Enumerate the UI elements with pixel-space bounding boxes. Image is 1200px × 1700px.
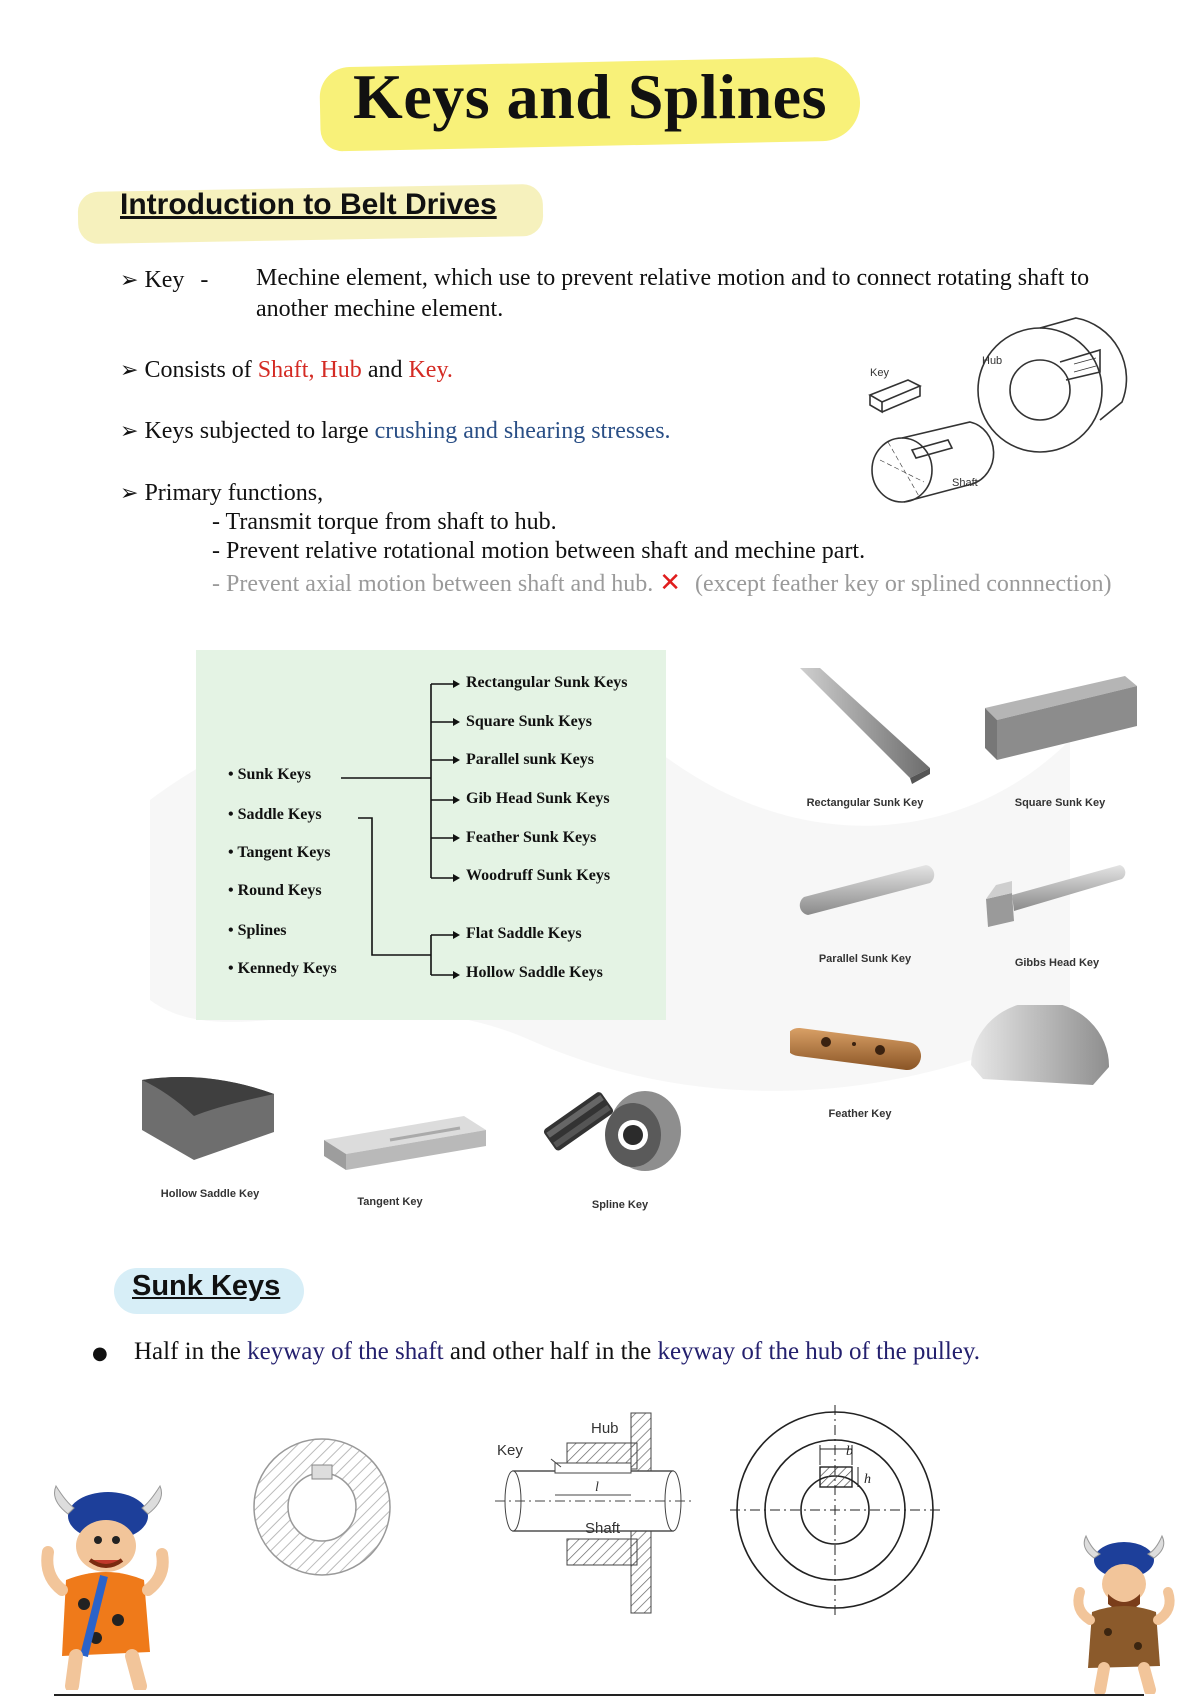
parallel-sunk-key-image [790, 855, 940, 925]
hollow-saddle-key-image [138, 1072, 278, 1162]
sunk-highlight-2: keyway of the hub of the pulley. [657, 1338, 981, 1365]
section-key-label: Key [497, 1442, 523, 1459]
sunk-text-1: Half in the [133, 1338, 241, 1365]
rectangular-sunk-key-image [790, 660, 940, 790]
key-dash: - [200, 267, 209, 293]
consists-prefix: Consists of [144, 357, 252, 383]
tree-type-item: • Splines [228, 922, 287, 939]
function-2: - Prevent relative rotational motion between shaft and mechine part. [212, 538, 866, 564]
bullet-key [120, 267, 208, 294]
consists-hub: Hub [320, 357, 362, 383]
sunk-highlight-1: keyway of the shaft [247, 1338, 444, 1365]
type-label: Kennedy Keys [237, 960, 337, 977]
square-sunk-key-image [975, 668, 1145, 768]
section-hub-label: Hub [591, 1420, 619, 1437]
rectangular-caption: Rectangular Sunk Key [806, 797, 924, 809]
arrow-bullet-icon: ➢ [120, 268, 139, 293]
type-label: Sunk Keys [237, 766, 311, 783]
arrow-bullet-icon: ➢ [120, 481, 139, 506]
function-3-note: (except feather key or splined connnection) [695, 571, 1112, 597]
hatched-hub-section-diagram [250, 1435, 395, 1580]
type-label: Splines [237, 922, 287, 939]
key-types-tree [196, 650, 666, 1020]
sunk-bullet [92, 1338, 980, 1366]
bullet-primary [120, 480, 323, 507]
sunk-heading: Sunk Keys [132, 1270, 281, 1302]
primary-label: Primary functions, [144, 480, 324, 506]
sunk-text-2: and other half in the [449, 1338, 652, 1365]
tree-saddle-subtype: Hollow Saddle Keys [466, 964, 603, 981]
tree-sunk-subtype: Feather Sunk Keys [466, 829, 597, 846]
key-cross-section-diagram [730, 1405, 940, 1615]
tree-sunk-subtype: Parallel sunk Keys [466, 751, 595, 768]
page-bottom-rule [54, 1694, 1144, 1696]
tree-sunk-subtype: Gib Head Sunk Keys [466, 790, 610, 807]
tree-type-item: • Sunk Keys [228, 766, 311, 783]
gibbs-caption: Gibbs Head Key [1014, 957, 1100, 969]
key-definition-line2: another mechine element. [256, 296, 504, 322]
tree-type-item: • Tangent Keys [228, 844, 331, 861]
caveman-mascot-right [1068, 1534, 1178, 1694]
spline-key-image [535, 1075, 695, 1185]
key-definition-line1: Mechine element, which use to prevent relative motion and to connect rotating shaft to [256, 265, 1090, 291]
tree-type-item: • Kennedy Keys [228, 960, 337, 977]
tree-type-item: • Round Keys [228, 882, 322, 899]
caveman-mascot-left [40, 1480, 170, 1690]
type-label: Round Keys [237, 882, 322, 899]
arrow-bullet-icon: ➢ [120, 419, 139, 444]
gibbs-head-key-image [982, 855, 1132, 935]
consists-and: and [367, 357, 403, 383]
consists-comma: , [308, 357, 315, 383]
hub-label: Hub [982, 355, 1003, 367]
cross-icon: ✕ [659, 568, 682, 598]
bullet-stresses [120, 418, 671, 445]
function-3-text: - Prevent axial motion between shaft and hub. [212, 571, 654, 597]
stress-highlight: crushing and shearing stresses. [374, 418, 671, 444]
consists-key: Key. [408, 357, 453, 383]
hollow-saddle-caption: Hollow Saddle Key [160, 1188, 260, 1200]
page-title: Keys and Splines [353, 61, 827, 132]
width-label: b [846, 1444, 853, 1459]
section-shaft-label: Shaft [585, 1520, 621, 1537]
spline-caption: Spline Key [591, 1199, 649, 1211]
function-1: - Transmit torque from shaft to hub. [212, 509, 557, 535]
function-3 [212, 568, 1112, 598]
shaft-hub-key-section-diagram [495, 1405, 695, 1615]
feather-caption: Feather Key [828, 1108, 892, 1120]
woodruff-key-image [965, 1005, 1115, 1095]
tree-saddle-subtype: Flat Saddle Keys [466, 925, 582, 942]
shaft-label: Shaft [952, 477, 978, 489]
bullet-consists [120, 357, 453, 384]
tree-sunk-subtype: Woodruff Sunk Keys [466, 867, 611, 884]
feather-key-image [790, 1008, 930, 1088]
consists-shaft: Shaft [257, 357, 309, 383]
tree-sunk-subtype: Square Sunk Keys [466, 713, 592, 730]
type-label: Tangent Keys [237, 844, 331, 861]
tangent-key-image [320, 1110, 490, 1170]
stress-prefix: Keys subjected to large [144, 418, 369, 444]
shaft-hub-key-diagram [860, 310, 1140, 510]
dot-bullet-icon: ● [92, 1343, 108, 1364]
key-label: Key [144, 267, 185, 293]
square-caption: Square Sunk Key [1014, 797, 1106, 809]
arrow-bullet-icon: ➢ [120, 358, 139, 383]
key-label-diagram: Key [870, 367, 889, 379]
parallel-caption: Parallel Sunk Key [818, 953, 912, 965]
section-length-label: l [595, 1480, 599, 1495]
height-label: h [864, 1472, 871, 1487]
intro-heading: Introduction to Belt Drives [120, 188, 497, 221]
tree-sunk-subtype: Rectangular Sunk Keys [466, 674, 628, 691]
tangent-caption: Tangent Key [357, 1196, 423, 1208]
tree-type-item: • Saddle Keys [228, 806, 322, 823]
type-label: Saddle Keys [237, 806, 322, 823]
tree-connector-lines [196, 650, 666, 1020]
